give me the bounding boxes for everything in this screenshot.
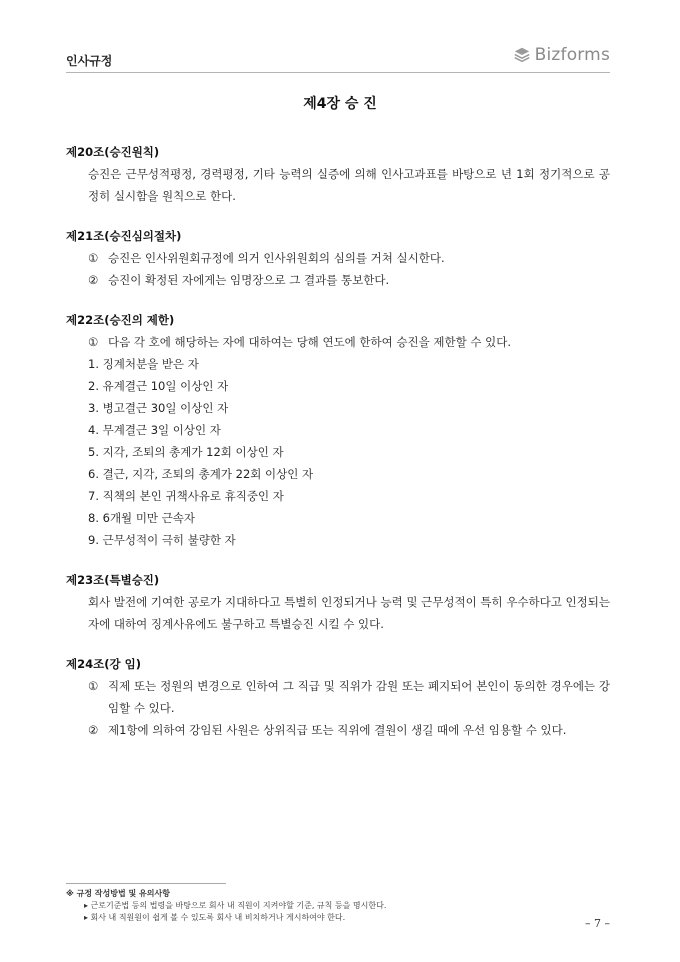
clause-marker: ① — [88, 679, 99, 693]
clause — [66, 247, 610, 269]
footer-note: ▸ 근로기준법 등의 법령을 바탕으로 회사 내 직원이 지켜야할 기준, 규칙 등을 명시한다. — [84, 901, 387, 910]
article-title: 제23조(특별승진) — [66, 573, 160, 587]
list-item: 6. 결근, 지각, 조퇴의 총계가 22회 이상인 자 — [88, 467, 314, 481]
list-item: 5. 지각, 조퇴의 총계가 12회 이상인 자 — [88, 445, 284, 459]
article-23 — [66, 569, 610, 635]
article-title: 제22조(승진의 제한) — [66, 313, 175, 327]
footer-notes — [66, 888, 386, 924]
logo-text: Bizforms — [534, 45, 610, 65]
clause — [66, 269, 610, 291]
clause-text: 승진은 인사위원회규정에 의거 인사위원회의 심의를 거쳐 실시한다. — [108, 251, 445, 265]
article-24 — [66, 653, 610, 741]
clause-text: 제1항에 의하여 강임된 사원은 상위직급 또는 직위에 결원이 생길 때에 우선 임용할 수 있다. — [108, 723, 567, 737]
document-title: 인사규정 — [66, 54, 113, 68]
list-item: 7. 직책의 본인 귀책사유로 휴직중인 자 — [88, 489, 284, 503]
document-body — [66, 141, 610, 759]
footer-heading: ※ 규정 작성방법 및 유의사항 — [66, 889, 170, 898]
article-22 — [66, 309, 610, 551]
article-21 — [66, 225, 610, 291]
list-item: 3. 병고결근 30일 이상인 자 — [88, 401, 229, 415]
article-title: 제21조(승진심의절차) — [66, 229, 182, 243]
chapter-title: 제4장 승 진 — [303, 96, 377, 112]
list-item: 1. 징계처분을 받은 자 — [88, 357, 199, 371]
footer-divider — [66, 883, 226, 884]
article-text: 승진은 근무성적평정, 경력평정, 기타 능력의 실증에 의해 인사고과표를 바탕으로 년 1회 정기적으로 공정히 실시함을 원칙으로 한다. — [88, 167, 610, 203]
bizforms-logo — [513, 45, 610, 65]
article-title: 제20조(승진원칙) — [66, 145, 160, 159]
clause-text: 승진이 확정된 자에게는 임명장으로 그 결과를 통보한다. — [108, 273, 390, 287]
clause-marker: ① — [88, 335, 99, 349]
clause — [66, 331, 610, 353]
clause-marker: ② — [88, 273, 99, 287]
clause-marker: ① — [88, 251, 99, 265]
article-text: 회사 발전에 기여한 공로가 지대하다고 특별히 인정되거나 능력 및 근무성적이 특히 우수하다고 인정되는 자에 대하여 징계사유에도 불구하고 특별승진 시킬 수 있다. — [88, 595, 610, 631]
list-item: 4. 무계결근 3일 이상인 자 — [88, 423, 221, 437]
article-title: 제24조(강 임) — [66, 657, 141, 671]
clause-text: 다음 각 호에 해당하는 자에 대하여는 당해 연도에 한하여 승진을 제한할 수 있다. — [108, 335, 512, 349]
footer-note: ▸ 회사 내 직원원이 쉽게 볼 수 있도록 회사 내 비치하거나 게시하여야 한다. — [84, 913, 346, 922]
list-item: 2. 유계결근 10일 이상인 자 — [88, 379, 229, 393]
clause — [66, 675, 610, 719]
clause-marker: ② — [88, 723, 99, 737]
list-item: 9. 근무성적이 극히 불량한 자 — [88, 533, 236, 547]
restriction-list — [66, 353, 610, 551]
clause-text: 직제 또는 정원의 변경으로 인하여 그 직급 및 직위가 감원 또는 폐지되어 본인이 동의한 경우에는 강임할 수 있다. — [108, 679, 610, 715]
clause — [66, 719, 610, 741]
page-number: – 7 – — [585, 917, 610, 930]
page-header — [66, 44, 610, 73]
list-item: 8. 6개월 미만 근속자 — [88, 511, 196, 525]
layers-icon — [513, 46, 531, 64]
article-20 — [66, 141, 610, 207]
